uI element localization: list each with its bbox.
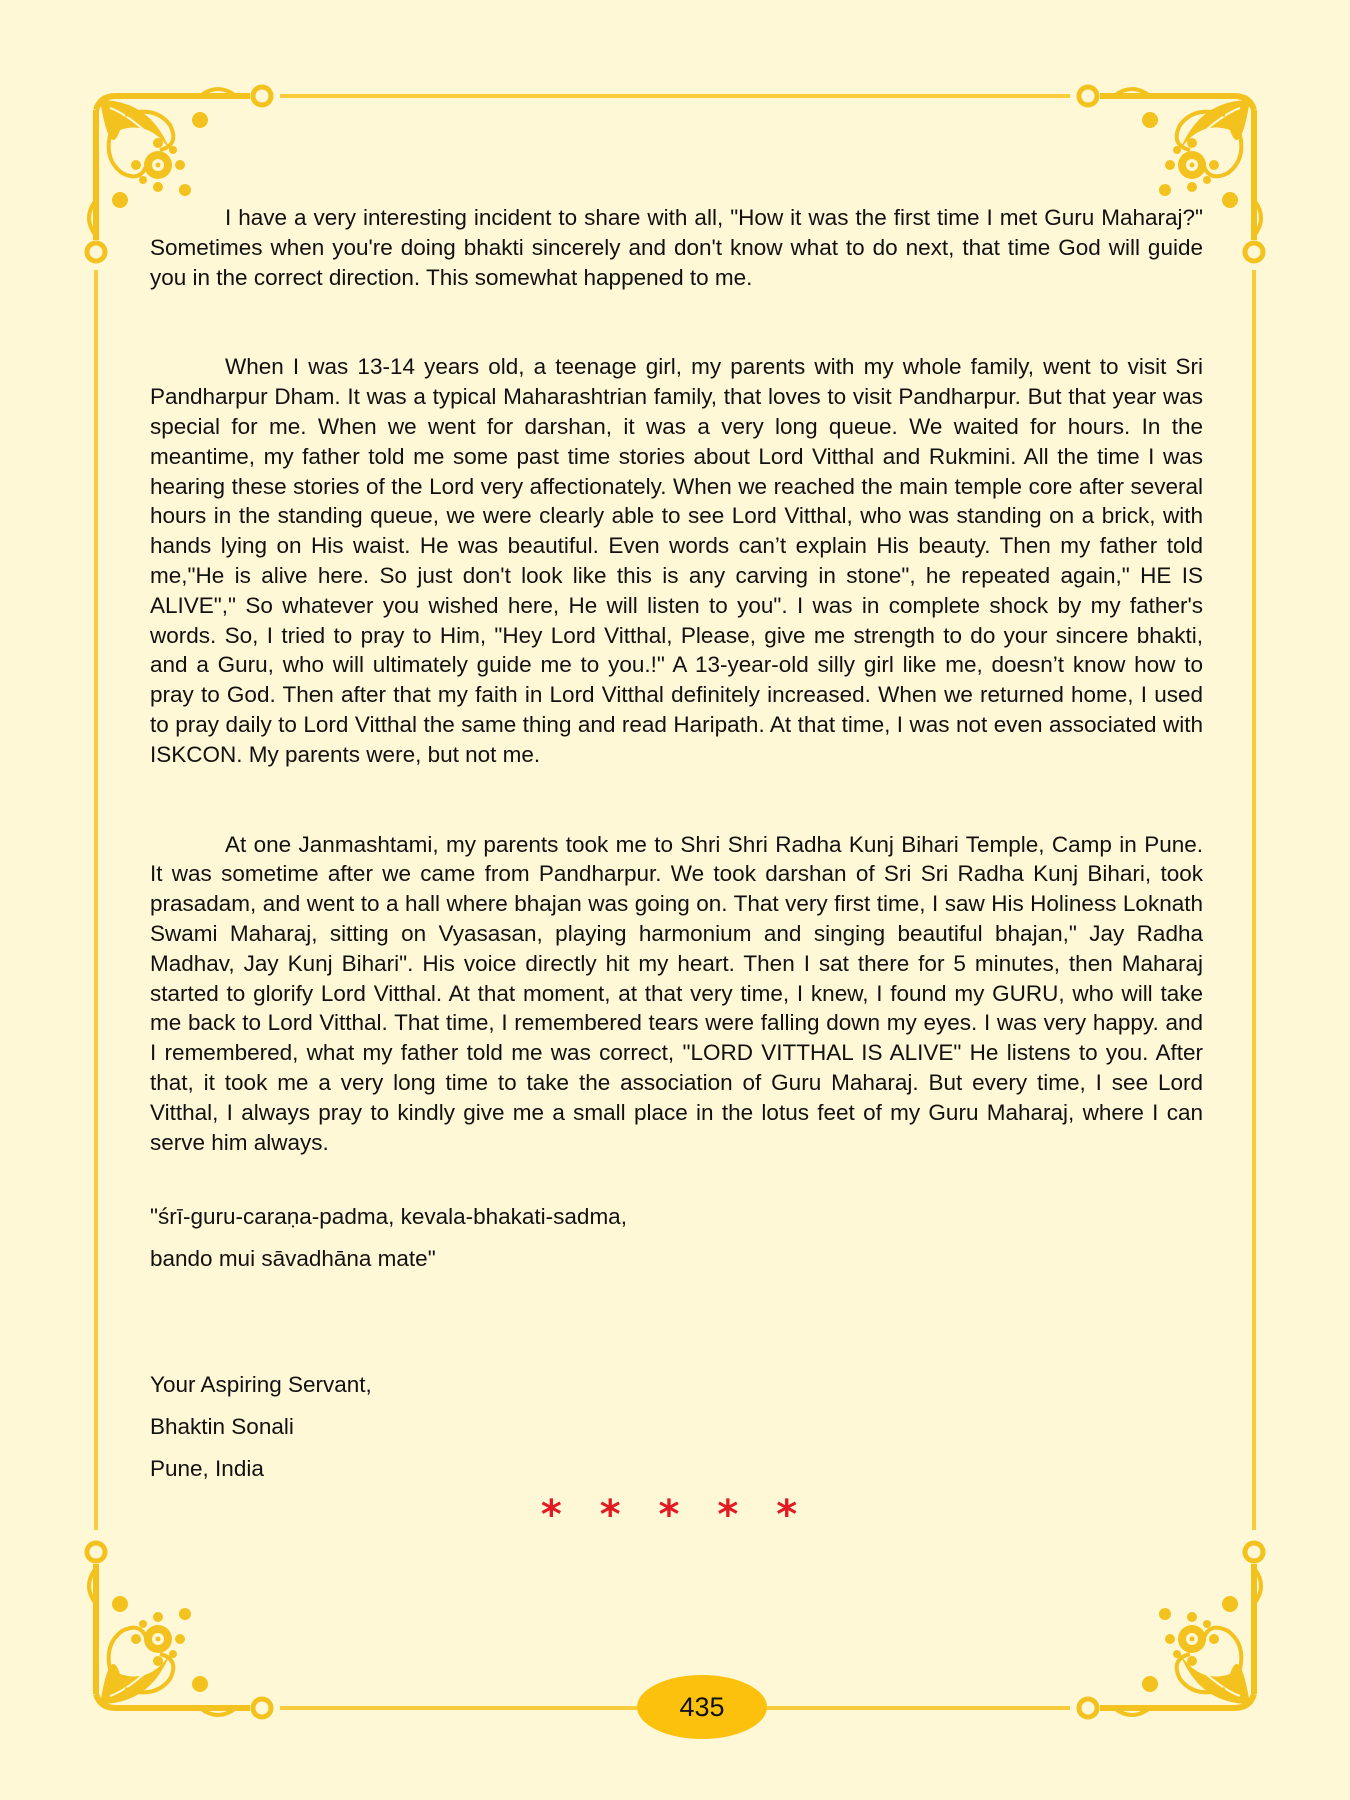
paragraph-intro: I have a very interesting incident to share with all, "How it was the first time I met Guru Maharaj?" Sometimes when you're doing bhakti sincerely and don't know what to do next, that time God will guide you in the correct direction. This somewhat happened to me. xyxy=(150,205,1203,290)
signature-location: Pune, India xyxy=(150,1456,264,1481)
paragraph-janmashtami: At one Janmashtami, my parents took me to Shri Shri Radha Kunj Bihari Temple, Camp in Pune. It was sometime after we came from Pandharpur. We took darshan of Sri Sri Radha Kunj Bihari, took prasadam, and went to a hall where bhajan was going on. That very first time, I saw His Holiness Loknath Swami Maharaj, sitting on Vyasasan, playing harmonium and singing beautiful bhajan," Jay Radha Madhav, Jay Kunj Bihari". His voice directly hit my heart. Then I sat there for 5 minutes, then Maharaj started to glorify Lord Vitthal. At that moment, at that very time, I knew, I found my GURU, who will take me back to Lord Vitthal. That time, I remembered tears were falling down my eyes. I was very happy. and I remembered, what my father told me was correct, "LORD VITTHAL IS ALIVE" He listens to you. After that, it took me a very long time to take the association of Guru Maharaj. But every time, I see Lord Vitthal, I always pray to kindly give me a small place in the lotus feet of my Guru Maharaj, where I can serve him always. xyxy=(150,831,1203,1155)
verse-line-2: bando mui sāvadhāna mate" xyxy=(150,1246,436,1271)
section-separator-stars: * * * * * xyxy=(540,1492,810,1538)
verse-line-1: "śrī-guru-caraṇa-padma, kevala-bhakati-sadma, xyxy=(150,1204,627,1229)
page-number: 435 xyxy=(679,1691,725,1722)
paragraph-pandharpur: When I was 13-14 years old, a teenage girl, my parents with my whole family, went to visit Sri Pandharpur Dham. It was a typical Maharashtrian family, that loves to visit Pandharpur. But that year was special for me. When we went for darshan, it was a very long queue. We waited for hours. In the meantime, my father told me some past time stories about Lord Vitthal and Rukmini. All the time I was hearing these stories of the Lord very affectionately. When we reached the main temple core after several hours in the standing queue, we were clearly able to see Lord Vitthal, who was standing on a brick, with hands lying on His waist. He was beautiful. Even words can’t explain His beauty. Then my father told me,"He is alive here. So just don't look like this is any carving in stone", he repeated again," HE IS ALIVE"," So whatever you wished here, He will listen to you". I was in complete shock by my father's words. So, I tried to pray to Him, "Hey Lord Vitthal, Please, give me strength to do your sincere bhakti, and a Guru, who will ultimately guide me to you.!" A 13-year-old silly girl like me, doesn’t know how to pray to God. Then after that my faith in Lord Vitthal definitely increased. When we returned home, I used to pray daily to Lord Vitthal the same thing and read Haripath. At that time, I was not even associated with ISKCON. My parents were, but not me. xyxy=(150,354,1203,767)
article-body xyxy=(150,203,1203,1157)
page-number-badge xyxy=(637,1675,767,1739)
signature-closing: Your Aspiring Servant, xyxy=(150,1372,372,1397)
signature-name: Bhaktin Sonali xyxy=(150,1414,294,1439)
